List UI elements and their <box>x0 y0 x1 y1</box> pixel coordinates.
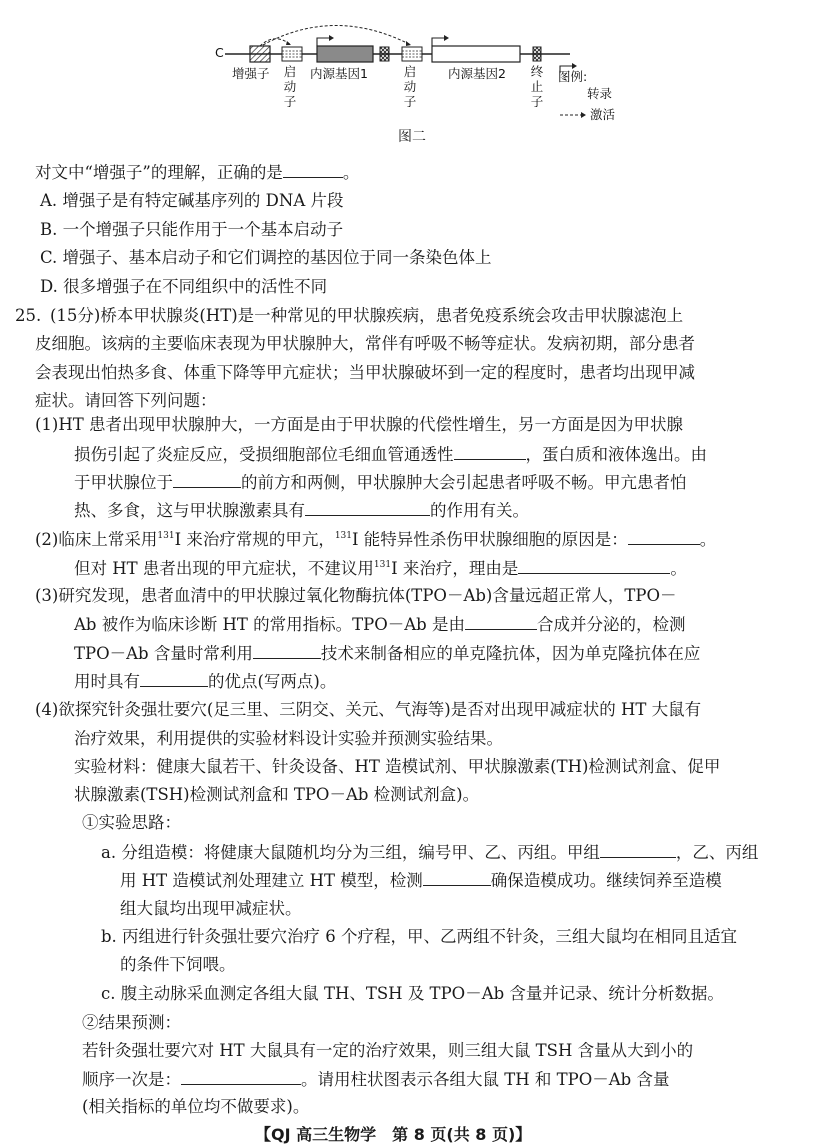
gene2-box <box>432 46 520 62</box>
q25-part3-line: (3)研究发现，患者血清中的甲状腺过氧化物酶抗体(TPO－Ab)含量远超正常人，TPO－ <box>35 586 677 605</box>
q25-part2-line: (2)临床上常采用$^{131}$I 来治疗常规的甲亢，$^{131}$I 能特异性杀伤甲状腺细胞的原因是： 。 <box>35 526 716 553</box>
q25-part1-line: 损伤引起了炎症反应，受损细胞部位毛细血管通透性 ，蛋白质和液体逸出。由 <box>74 441 707 468</box>
answer-blank <box>423 867 491 886</box>
q25-part2-line: 但对 HT 患者出现的甲亢症状，不建议用$^{131}$I 来治疗，理由是 。 <box>74 555 687 582</box>
prediction-heading: ②结果预测： <box>82 1013 181 1032</box>
step-a-line: 组大鼠均出现甲减症状。 <box>120 899 302 918</box>
q25-part3-line: 用时具有 的优点(写两点)。 <box>74 668 336 695</box>
answer-blank <box>305 497 430 516</box>
q25-part3-line: Ab 被作为临床诊断 HT 的常用指标。TPO－Ab 是由 合成并分泌的，检测 <box>74 611 685 638</box>
q24-option-d: D. 很多增强子在不同组织中的活性不同 <box>40 277 328 296</box>
answer-blank <box>140 668 208 687</box>
step-a-line: 用 HT 造模试剂处理建立 HT 模型，检测 确保造模成功。继续饲养至造模 <box>120 867 722 894</box>
promoter-box <box>282 47 302 61</box>
c-label: C <box>215 45 224 60</box>
q25-intro-line: (15分)桥本甲状腺炎(HT)是一种常见的甲状腺疾病，患者免疫系统会攻击甲状腺滤泡上 <box>50 306 684 325</box>
answer-blank <box>283 159 343 178</box>
figure-caption: 图二 <box>398 129 426 145</box>
q25-intro-line: 会表现出怕热多食、体重下降等甲亢症状；当甲状腺破坏到一定的程度时，患者均出现甲减 <box>35 363 695 382</box>
legend-transcribe-label: 转录 <box>587 86 613 101</box>
q24-option-a: A. 增强子是有特定碱基序列的 DNA 片段 <box>40 191 344 210</box>
activate-legend-line <box>560 111 588 119</box>
terminator-label: 终止子 <box>530 64 544 109</box>
enhancer-label: 增强子 <box>232 66 270 81</box>
q25-part3-line: TPO－Ab 含量时常利用 技术来制备相应的单克隆抗体，因为单克隆抗体在应 <box>74 640 700 667</box>
q25-intro-line: 皮细胞。该病的主要临床表现为甲状腺肿大，常伴有呼吸不畅等症状。发病初期，部分患者 <box>35 334 695 353</box>
enhancer-box <box>250 46 270 62</box>
answer-blank <box>628 526 700 545</box>
answer-blank <box>454 441 526 460</box>
gene2-label: 内源基因2 <box>448 66 506 81</box>
answer-blank <box>181 1066 301 1085</box>
idea-heading: ①实验思路： <box>82 813 181 832</box>
legend-title: 图例: <box>558 69 588 84</box>
gene1-label: 内源基因1 <box>310 66 368 81</box>
page-footer: 【QJ 高三生物学 第 8 页(共 8 页)】 <box>255 1125 532 1144</box>
prediction-line: (相关指标的单位均不做要求)。 <box>82 1097 310 1116</box>
promoter-label: 启动子 <box>283 64 297 109</box>
q24-option-b: B. 一个增强子只能作用于一个基本启动子 <box>40 220 344 239</box>
step-b-line: 的条件下饲喂。 <box>120 955 236 974</box>
materials-line: 状腺激素(TSH)检测试剂盒和 TPO－Ab 检测试剂盒)。 <box>74 785 480 804</box>
answer-blank <box>465 611 537 630</box>
q25-part4-line: (4)欲探究针灸强壮要穴(足三里、三阴交、关元、气海等)是否对出现甲减症状的 HT 大鼠有 <box>35 700 702 719</box>
legend-activate-label: 激活 <box>590 107 616 122</box>
q25-part1-line: (1)HT 患者出现甲状腺肿大，一方面是由于甲状腺的代偿性增生，另一方面是因为甲状腺 <box>35 415 684 434</box>
terminator-box <box>533 47 541 61</box>
q25-part4-line: 治疗效果，利用提供的实验材料设计实验并预测实验结果。 <box>74 729 503 748</box>
materials-line: 实验材料：健康大鼠若干、针灸设备、HT 造模试剂、甲状腺激素(TH)检测试剂盒、促甲 <box>74 757 721 776</box>
answer-blank <box>518 555 670 574</box>
step-c-line: c. 腹主动脉采血测定各组大鼠 TH、TSH 及 TPO－Ab 含量并记录、统计分析数据。 <box>101 984 724 1003</box>
q25-intro-line: 症状。请回答下列问题： <box>35 391 217 410</box>
q24-stem: 对文中“增强子”的理解，正确的是 。 <box>35 159 359 186</box>
element-box <box>380 47 389 61</box>
prediction-line: 若针灸强壮要穴对 HT 大鼠具有一定的治疗效果，则三组大鼠 TSH 含量从大到小的 <box>82 1041 694 1060</box>
answer-blank <box>253 640 321 659</box>
q24-option-c: C. 增强子、基本启动子和它们调控的基因位于同一条染色体上 <box>40 248 492 267</box>
prediction-line: 顺序一次是： 。请用柱状图表示各组大鼠 TH 和 TPO－Ab 含量 <box>82 1066 670 1093</box>
step-a-line: a. 分组造模：将健康大鼠随机均分为三组，编号甲、乙、丙组。甲组 ，乙、丙组 <box>101 839 758 866</box>
q25-number: 25. <box>15 306 42 325</box>
q25-part1-line: 热、多食，这与甲状腺激素具有 的作用有关。 <box>74 497 529 524</box>
q25-part1-line: 于甲状腺位于 的前方和两侧，甲状腺肿大会引起患者呼吸不畅。甲亢患者怕 <box>74 469 687 496</box>
promoter2-label: 启动子 <box>403 64 417 109</box>
answer-blank <box>600 839 676 858</box>
gene1-box <box>317 46 373 62</box>
answer-blank <box>173 469 241 488</box>
step-b-line: b. 丙组进行针灸强壮要穴治疗 6 个疗程，甲、乙两组不针灸，三组大鼠均在相同且适宜 <box>101 927 738 946</box>
promoter2-box <box>402 47 422 61</box>
